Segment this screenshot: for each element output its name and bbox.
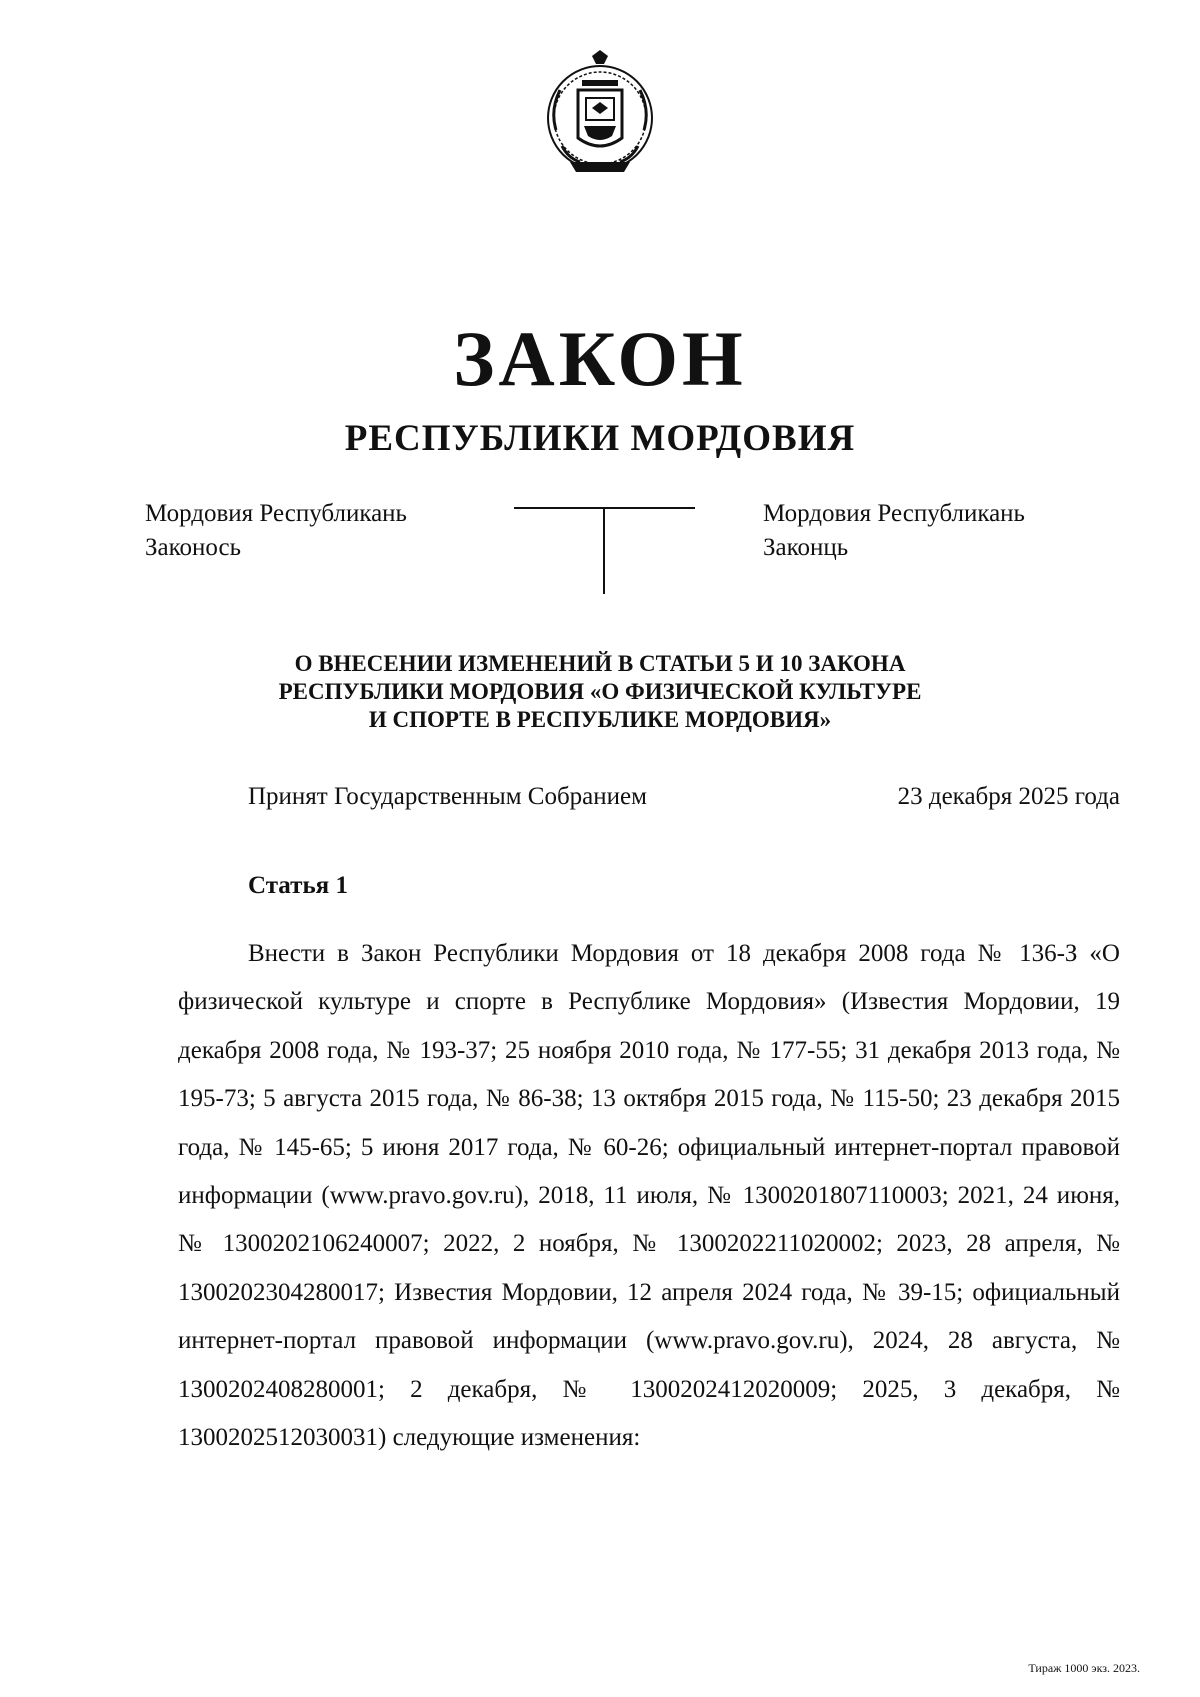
document-title: ЗАКОН bbox=[453, 315, 747, 402]
erzya-law-label bbox=[763, 497, 1025, 565]
law-title-line-2: РЕСПУБЛИКИ МОРДОВИЯ «О ФИЗИЧЕСКОЙ КУЛЬТУРЕ bbox=[278, 679, 922, 704]
article-1-text: Внести в Закон Республики Мордовия от 18 декабря 2008 года № 136-З «О физической культуре и спорте в Республике Мордовия» (Известия Мордовии, 19 декабря 2008 года, № 193-37; 25 ноября 2010 года, № 177-55; 31 декабря 2013 года, № 195-73; 5 августа 2015 года, № 86-38; 13 октября 2015 года, № 115-50; 23 декабря 2015 года, № 145-65; 5 июня 2017 года, № 60-26; официальный интернет-портал правовой информации (www.pravo.gov.ru), 2018, 11 июля, № 1300201807110003; 2021, 24 июня, № 1300202106240007; 2022, 2 ноября, № 1300202211020002; 2023, 28 апреля, № 1300202304280017; Известия Мордовии, 12 апреля 2024 года, № 39-15; официальный интернет-портал правовой информации (www.pravo.gov.ru), 2024, 28 августа, № 1300202408280001; 2 декабря, № 1300202412020009; 2025, 3 декабря, № 1300202512030031) следующие изменения: bbox=[178, 940, 1120, 1452]
moksha-law-label bbox=[145, 497, 407, 565]
adopted-by: Принят Государственным Собранием bbox=[248, 783, 647, 810]
moksha-label-line-2: Законось bbox=[145, 534, 241, 561]
print-run-note: Тираж 1000 экз. 2023. bbox=[1028, 1661, 1140, 1675]
moksha-label-line-1: Мордовия Республикань bbox=[145, 500, 407, 527]
law-title bbox=[200, 650, 1000, 734]
article-1-heading: Статья 1 bbox=[248, 872, 348, 899]
header-divider-vertical bbox=[603, 508, 605, 594]
erzya-label-line-2: Законць bbox=[763, 534, 849, 561]
erzya-label-line-1: Мордовия Республикань bbox=[763, 500, 1025, 527]
adoption-date: 23 декабря 2025 года bbox=[897, 783, 1120, 810]
document-subtitle: РЕСПУБЛИКИ МОРДОВИЯ bbox=[344, 418, 856, 459]
law-title-line-3: И СПОРТЕ В РЕСПУБЛИКЕ МОРДОВИЯ» bbox=[368, 707, 832, 732]
coat-of-arms-icon bbox=[540, 50, 660, 180]
law-title-line-1: О ВНЕСЕНИИ ИЗМЕНЕНИЙ В СТАТЬИ 5 И 10 ЗАКОНА bbox=[294, 651, 906, 676]
